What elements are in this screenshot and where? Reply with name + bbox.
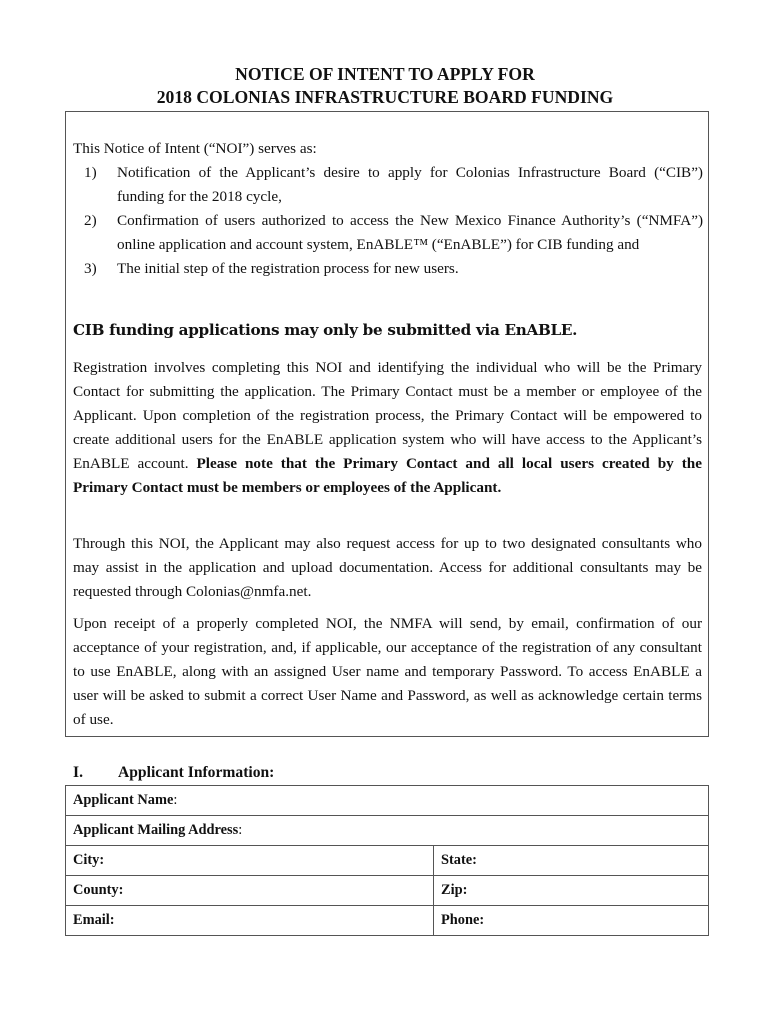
intro-lead: This Notice of Intent (“NOI”) serves as:: [73, 140, 317, 157]
cib-submission-note: CIB funding applications may only be submitted via EnABLE.: [73, 321, 578, 339]
email-field[interactable]: [66, 906, 434, 936]
table-row: [66, 906, 709, 936]
section-title: Applicant Information:: [118, 764, 275, 781]
state-label: State:: [441, 852, 477, 868]
list-number: 3): [84, 260, 97, 277]
registration-paragraph: [73, 356, 702, 500]
email-label: Email:: [73, 912, 115, 928]
table-row: [66, 816, 709, 846]
list-text: Notification of the Applicant’s desire to apply for Colonias Infrastructure Board (“CIB”) funding for the 2018 cycle,: [117, 164, 703, 205]
zip-label: Zip:: [441, 882, 468, 898]
list-number: 2): [84, 212, 97, 229]
mailing-address-label: Applicant Mailing Address: [73, 822, 239, 838]
section-heading: [73, 761, 274, 785]
table-row: [66, 786, 709, 816]
phone-field[interactable]: [434, 906, 709, 936]
applicant-name-field[interactable]: Applicant Name:: [66, 786, 709, 816]
purpose-list: [73, 161, 703, 281]
registration-text: Registration involves completing this NOI and identifying the individual who will be the Primary Contact for submitting the application. The Primary Contact must be a member or employee of the Applicant. Upon completion of the registration process, the Primary Contact will be empowered to create additional users for the EnABLE application system who will have access to the Applicant’s EnABLE account.: [73, 359, 702, 472]
list-text: The initial step of the registration process for new users.: [117, 260, 459, 277]
phone-label: Phone:: [441, 912, 485, 928]
table-row: [66, 846, 709, 876]
list-number: 1): [84, 164, 97, 181]
list-item: [73, 161, 703, 209]
applicant-name-label: Applicant Name: [73, 792, 174, 808]
state-field[interactable]: [434, 846, 709, 876]
zip-field[interactable]: [434, 876, 709, 906]
registration-bold-note: Please note that the Primary Contact and all local users created by the Primary Contact must be members or employees of the Applicant.: [73, 455, 702, 496]
title-line-1: NOTICE OF INTENT TO APPLY FOR: [235, 64, 535, 84]
table-row: [66, 876, 709, 906]
document-title: [0, 63, 770, 109]
list-item: [73, 257, 703, 281]
mailing-address-field[interactable]: Applicant Mailing Address:: [66, 816, 709, 846]
city-field[interactable]: [66, 846, 434, 876]
title-line-2: 2018 COLONIAS INFRASTRUCTURE BOARD FUNDING: [156, 87, 614, 107]
city-label: City:: [73, 852, 105, 868]
county-field[interactable]: [66, 876, 434, 906]
list-item: [73, 209, 703, 257]
receipt-paragraph: Upon receipt of a properly completed NOI, the NMFA will send, by email, confirmation of our acceptance of your registration, and, if applicable, our acceptance of the registration of any consultant to use EnABLE, along with an assigned User name and temporary Password. To access EnABLE a user will be asked to submit a correct User Name and Password, as well as acknowledge certain terms of use.: [73, 615, 702, 728]
county-label: County:: [73, 882, 124, 898]
consultants-paragraph: Through this NOI, the Applicant may also request access for up to two designated consultants who may assist in the application and upload documentation. Access for additional consultants may be requested through Colonias@nmfa.net.: [73, 535, 702, 600]
applicant-info-table: [65, 785, 709, 936]
list-text: Confirmation of users authorized to access the New Mexico Finance Authority’s (“NMFA”) online application and account system, EnABLE™ (“EnABLE”) for CIB funding and: [117, 212, 703, 253]
section-numeral: I.: [73, 764, 83, 781]
